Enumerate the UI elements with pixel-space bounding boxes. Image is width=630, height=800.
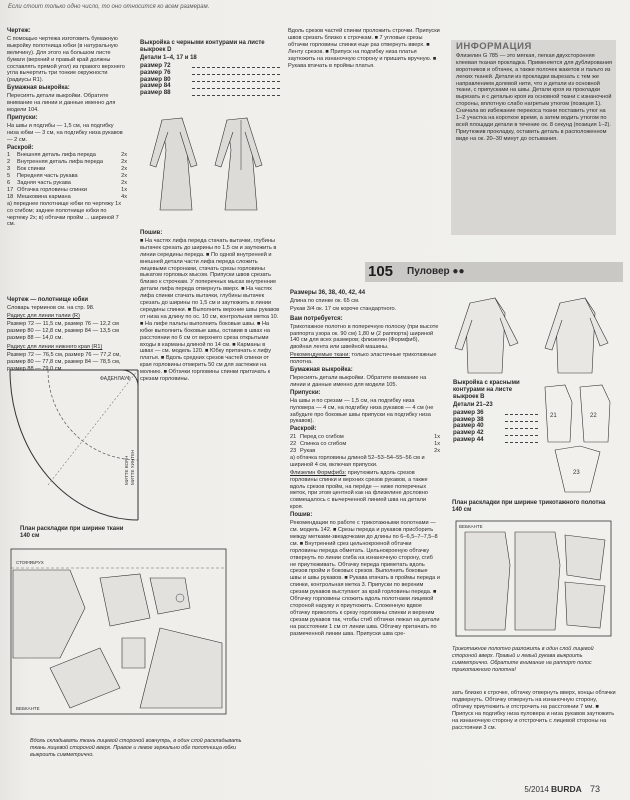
item-number: 18 <box>7 193 14 200</box>
raskroi-note: а) переднее полотнище юбки по чертежу 1x со сгибом; заднее полотнище юбки по чертежу 2x; в) обтачки пройм ... шириной 7 см. <box>7 200 122 228</box>
box2-details: Детали 21–23 <box>453 401 493 408</box>
item-number: 3 <box>7 166 11 173</box>
plan1-caption: Вдоль складывать ткань лицевой стороной вовнутрь, в один слой раскладывать ткань лицевой стороной вверх. Правое и левое зеркально обе полотнища юбки выкроить симметрично. <box>30 738 242 758</box>
size-label: размер 88 <box>140 89 171 97</box>
column-1 <box>7 28 127 229</box>
plan2-title-block <box>452 500 617 515</box>
info-title: ИНФОРМАЦИЯ <box>456 41 532 52</box>
item-number: 21 <box>290 434 297 441</box>
list-item <box>7 180 127 187</box>
chertezh-heading: Чертеж: <box>7 28 31 34</box>
brand-name: BURDA <box>551 784 582 794</box>
item-text: Бок спинки <box>17 166 46 173</box>
model105-text <box>290 290 440 639</box>
item-qty: 2x <box>434 448 440 455</box>
pullover-sketch <box>450 288 620 378</box>
raskroi-105-list <box>290 434 440 455</box>
item-text: Спинка со сгибом <box>300 441 347 448</box>
chertezh2-sub: Словарь терминов см. на стр. 98. <box>7 304 95 311</box>
list-item <box>290 441 440 448</box>
skirt-drafting-diagram <box>8 365 143 525</box>
size-label: размер 80 <box>140 75 171 83</box>
info-text: Флизелин G 785 — это мягкая, легкая двухсторонняя клеевая тканая прокладка. Применяется для дублирования воротников и обтачек, а также полочек жакетов и пальто из легких тканей. Детали из прокладки вырезать с тем же направлением долевой нити, что и детали из основной ткани, с припусками на швы. Детали кроя из прокладки вырезать и с деталью кроя из основной ткани с изнаночной стороны, вплотную слабо нагретым утюгом (позиция 1). Сначала во избежание перекоса ткани поставить утюг на 1–2 участка на короткое время, а затем водить утюгом по всей площади детали в течение ок. 8 секунд (позиция 1–2). Приутюжив прокладку, оставить деталь в расположенном виде на ок. 20–30 минут до остывания. <box>456 52 613 142</box>
item-text: Рукав <box>300 448 316 455</box>
column-2-text <box>140 230 280 384</box>
size-line <box>505 428 538 429</box>
size-line <box>192 81 280 82</box>
item-number: 6 <box>7 180 11 187</box>
item-qty: 4x <box>121 193 127 200</box>
bum-heading: Бумажная выкройка: <box>290 367 353 374</box>
svg-text:22: 22 <box>590 413 597 419</box>
item-number: 5 <box>7 173 11 180</box>
box-pattern-d <box>140 40 280 97</box>
size-label: размер 72 <box>140 61 171 69</box>
size-line <box>505 442 538 443</box>
box1-title: Выкройка с черными контурами на листе выкроек D <box>140 40 265 53</box>
item-qty: 2x <box>121 152 127 159</box>
item-qty: 2x <box>121 180 127 187</box>
box-pattern-b <box>453 380 538 444</box>
bum-text: Пересиять детали выкройки. Обратите внимание на линии и данные именно для модели 105. <box>290 374 427 388</box>
plan1-caption-block <box>30 738 245 760</box>
list-item <box>7 152 127 159</box>
poshiv-cont: Вдоль срезов частей спинки проложить строчки. Припуски швов срезать близко к строчкам. ■ 7 угловые срезы обтачки горловины спинки еще раз отвернуть вверх. ■ Ленту срезов. ■ Припуск на подгибку низа платья заутюжить на изнаночную сторону и пришить вручную. ■ Рукава втачать в проймы платья. <box>288 28 440 69</box>
size-line <box>505 435 538 436</box>
item-number: 22 <box>290 441 297 448</box>
poshiv-heading: Пошив: <box>140 230 163 236</box>
size-label: размер 40 <box>453 422 484 430</box>
page-footer <box>524 784 600 794</box>
top-note: Если стоит только одно число, то оно относится ко всем размерам. <box>8 4 210 10</box>
bumaga-text: Пересиять детали выкройки. Обратите внимание на линии и данные именно для модели 104. <box>7 93 116 113</box>
ruk-text: Рукав 3/4 ок. 17 см короче стандартного. <box>290 305 397 312</box>
svg-text:21: 21 <box>550 413 557 419</box>
size-legend-1 <box>140 63 280 98</box>
svg-text:23: 23 <box>573 470 580 476</box>
fold-label: ФАДЕНЛАУФ <box>100 376 131 382</box>
plan2-title: План раскладки при ширине трикотажного полотна 140 см <box>452 500 606 513</box>
radius-line: размер 88 — 14,0 см. <box>7 334 63 341</box>
item-text: Внешняя деталь лифа переда <box>17 152 96 159</box>
list-item <box>290 448 440 455</box>
layout-plan-2 <box>455 520 615 640</box>
radius2-title: Радиус для линии нижнего края (R1) <box>7 344 103 351</box>
rask-note: а) обтачка горловины длиной 52–53–54–55–56 см и шириной 4 см, включая припуски. <box>290 454 425 468</box>
model-number: 105 <box>368 263 394 280</box>
prip-text: На швы и по срезам — 1,5 см, на подгибку низа пуловера — 4 см, на подгибку низа рукавов — 4 см (не забудьте про боковые швы припуски на подгибку низа рукавов). <box>290 397 434 425</box>
chertezh2-heading: Чертеж — полотнище юбки <box>7 297 89 303</box>
plan1-title-block <box>20 526 130 541</box>
box1-details: Детали 1–4, 17 и 18 <box>140 54 197 61</box>
rec-text: только эластичные трикотажные полотна. <box>290 352 437 366</box>
box2-title: Выкройка с красными контурами на листе выкроек В <box>453 380 520 400</box>
item-text: Обтачка горловины спинки <box>17 186 87 193</box>
size-label: размер 76 <box>140 68 171 76</box>
size-legend-row <box>453 437 538 444</box>
size-line <box>505 421 538 422</box>
info-box <box>451 40 616 235</box>
size-line <box>192 74 280 75</box>
size-label: размер 42 <box>453 429 484 437</box>
model-banner <box>365 262 623 282</box>
size-line <box>192 95 280 96</box>
radius1-list <box>7 321 127 342</box>
radius-line: размер 88 — 79,0 см. <box>7 366 63 373</box>
flat-pattern-pieces <box>540 382 620 497</box>
item-number: 2 <box>7 159 11 166</box>
fliz-heading: Флизелин Формфибз: <box>290 469 347 476</box>
item-qty: 2x <box>121 166 127 173</box>
radius-line: размер 80 — 77,8 см, размер 84 — 78,5 см, <box>7 359 121 366</box>
list-item <box>290 434 440 441</box>
difficulty-dots: ●● <box>452 266 465 277</box>
plan2-tail: зать близко к строчке, обтачку отвернуть вверх, концы обтачки подвернуть. Обтачку отвернуть на изнаночную сторону, обтачку приутюжить и отстрочить на расстоянии 7 мм. ■ Припуск на подгибку низа пуловера и низа рукавов заутюжить на изнаночную сторону и отстрочить с лицевой стороны на расстоянии 3 см. <box>452 690 616 731</box>
model-title <box>407 266 465 277</box>
item-text: Внутренняя деталь лифа переда <box>17 159 103 166</box>
plan2-caption-block <box>452 646 617 675</box>
plan2-caption: Трикотажное полотно разложить в один слой лицевой стороной вверх. Правый и левый рукава выкроить симметрично. Обратите внимание на раппорт полос трикотажного полотна! <box>452 646 594 673</box>
list-item <box>7 194 127 201</box>
size-label: размер 36 <box>453 408 484 416</box>
stoff-label: СТОФФБРУХ <box>16 560 44 565</box>
need-heading: Вам потребуется: <box>290 315 343 322</box>
layout-plan-1 <box>10 548 230 718</box>
raskroi-heading: Раскрой: <box>7 144 34 151</box>
item-number: 1 <box>7 152 11 159</box>
bumaga-heading: Бумажная выкройка: <box>7 85 70 92</box>
size-label: размер 84 <box>140 82 171 90</box>
size-label: размер 44 <box>453 436 484 444</box>
raskroi-list <box>7 152 127 200</box>
item-qty: 1x <box>434 441 440 448</box>
item-qty: 1x <box>434 434 440 441</box>
list-item <box>7 159 127 166</box>
need-text: Трикотажное полотно в поперечную полоску (при высоте раппорта узора ок. 90 см) 1,80 м (2 раппорта) шириной 140 см для всех размеров; флизелин (Формфиб), двойная лента или швейной машины. <box>290 323 439 351</box>
sizes-line: Размеры 36, 38, 40, 42, 44 <box>290 290 366 296</box>
fliz-text: приутюжить вдоль срезов горловины спинки и верхних срезов рукавов, а также вдоль срезов пройм, на перёде — ниже поперечных меток, при этом центной как на флизелине дословно совмещалось с вычерченной линией шва на детали кроя. <box>290 469 428 511</box>
issue-number: 5/2014 <box>524 785 549 794</box>
item-text: Мешковина кармана <box>17 193 71 200</box>
item-text: Перед со сгибом <box>300 434 344 441</box>
list-item <box>7 173 127 180</box>
chertezh-block <box>7 297 127 373</box>
page-number: 73 <box>589 784 600 794</box>
size-line <box>192 88 280 89</box>
list-item <box>7 166 127 173</box>
item-text: Задняя часть рукава <box>17 180 71 187</box>
dlina-text: Длина по спинке ок. 65 см. <box>290 297 360 304</box>
size-label: размер 38 <box>453 415 484 423</box>
item-qty: 1x <box>121 186 127 193</box>
size-line <box>192 67 280 68</box>
size-line <box>505 414 538 415</box>
list-item <box>7 187 127 194</box>
item-text: Передняя часть рукава <box>17 173 78 180</box>
item-qty: 2x <box>121 159 127 166</box>
webkante-label-2: ВЕБКАНТЕ <box>459 524 483 529</box>
rec-heading: Рекомендуемые ткани: <box>290 352 350 359</box>
item-qty: 2x <box>121 173 127 180</box>
prip-heading: Припуски: <box>290 389 321 396</box>
radius-line: Размер 72 — 76,5 см, размер 76 — 77,2 см, <box>7 352 121 359</box>
size-legend-2 <box>453 410 538 445</box>
dress-sketch <box>142 110 282 225</box>
size-legend-row <box>140 90 280 97</box>
mitte-vorn-label: МИТТЕ ВОРН <box>124 455 129 485</box>
radius-line: размер 80 — 12,8 см, размер 84 — 13,5 см <box>7 327 119 334</box>
model-title-text: Пуловер <box>407 266 450 277</box>
chertezh-text: С помощью чертежа изготовить бумажную выкройку полотнища юбки (в натуральную величину). Для этого на большом листе бумаги (верхний и правый край должны составлять прямой угол) из правого верхнего угла вычертить три тонкие окружности (радиусы R1). <box>7 35 125 84</box>
column-3-text <box>288 28 443 70</box>
mitte-hinten-label: МИТТЕ ХИНТЕН <box>130 449 135 485</box>
poshiv-text: ■ На частях лифа переда стачать вытачки, глубины вытачек срезать до ширины по 1,5 см и заутюжить в линии середины переда. ■ По одной внутренней и внешней детали части лифа переда сложить лицевыми сторонами, стачать срезы горловины выкатом горловых мысом. Припуски швов срезать близко к строчкам. У поперечных мысах внутренние детали лифа переда отвернуть вверх. ■ На частях лифа спинки стачать вытачки, глубины вытачек срезать до ширины по 1,5 см и заутюжить в линии середины спинки. ■ Выполнить верхние швы рукавов от низа на длину по ос. 10 см, контрольная метка 10. ■ На лифе пальты выполнить боковые швы. ■ На юбке выполнить боковые швы, оставив в швах на расстоянии по 6 см от верхнего среза открытыми входы в карманы длиной по 14 см. ■ Карманы в швах — см. модель 120. ■ Юбку притачать к лифу платья. ■ Вдоль средних срезов частей спинки от края горловины отмерить 50 см для застежки на молнию. ■ Обтачки горловины спинки притачать к срезам горловины. <box>140 237 280 383</box>
posh-text: Рекомендации по работе с трикотажными полотнами — см. модель 142. ■ Срезы переда и рукавов присборить между метками-звездочками до длины по 6–6,5–7–7,5–8 см. ■ Внутренний срез цельнокроеной обтачки горловины переда обметать. Цельнокроеную обтачку отвернуть по линии сгиба на изнаночную сторону, сгиб не приутюживать. Обтачку переда приметать вдоль срезов пройм и боковых срезов. Выполнить боковые швы и швы рукавов. ■ Рукава втачать в проймы переда и спинки, контрольная метка 3. Припуски по верхним срезам рукавов выступают за край горловины переда. ■ Обтачку горловины сложить вдоль полотнами лицевой стороной наружу и приутюжить. Сложенную вдвое обтачку приколоть к срезу горловины спинки и верхним срезам рукавов так, чтобы стиб обтачки лежал на детали на расстоянии 1 см от линии шва. Обтачку притачать по размеченной линии шва. Припуски шва сре- <box>290 520 440 637</box>
pripuski-text: На швы и подгибы — 1,5 см, на подгибку низа юбки — 3 см, на подгибку низа рукавов — 2 см. <box>7 122 123 143</box>
posh-heading: Пошив: <box>290 512 313 519</box>
item-number: 17 <box>7 186 14 193</box>
plan1-title: План раскладки при ширине ткани 140 см <box>20 526 124 539</box>
pripuski-heading: Припуски: <box>7 114 38 121</box>
webkante-label-1: ВЕБКАНТЕ <box>16 706 40 711</box>
rask-heading: Раскрой: <box>290 426 317 433</box>
plan2-tail-block <box>452 690 617 732</box>
item-number: 23 <box>290 448 297 455</box>
radius1-title: Радиус для линии талии (R) <box>7 312 80 319</box>
radius-line: Размер 72 — 11,5 см, размер 76 — 12,2 см <box>7 320 119 327</box>
